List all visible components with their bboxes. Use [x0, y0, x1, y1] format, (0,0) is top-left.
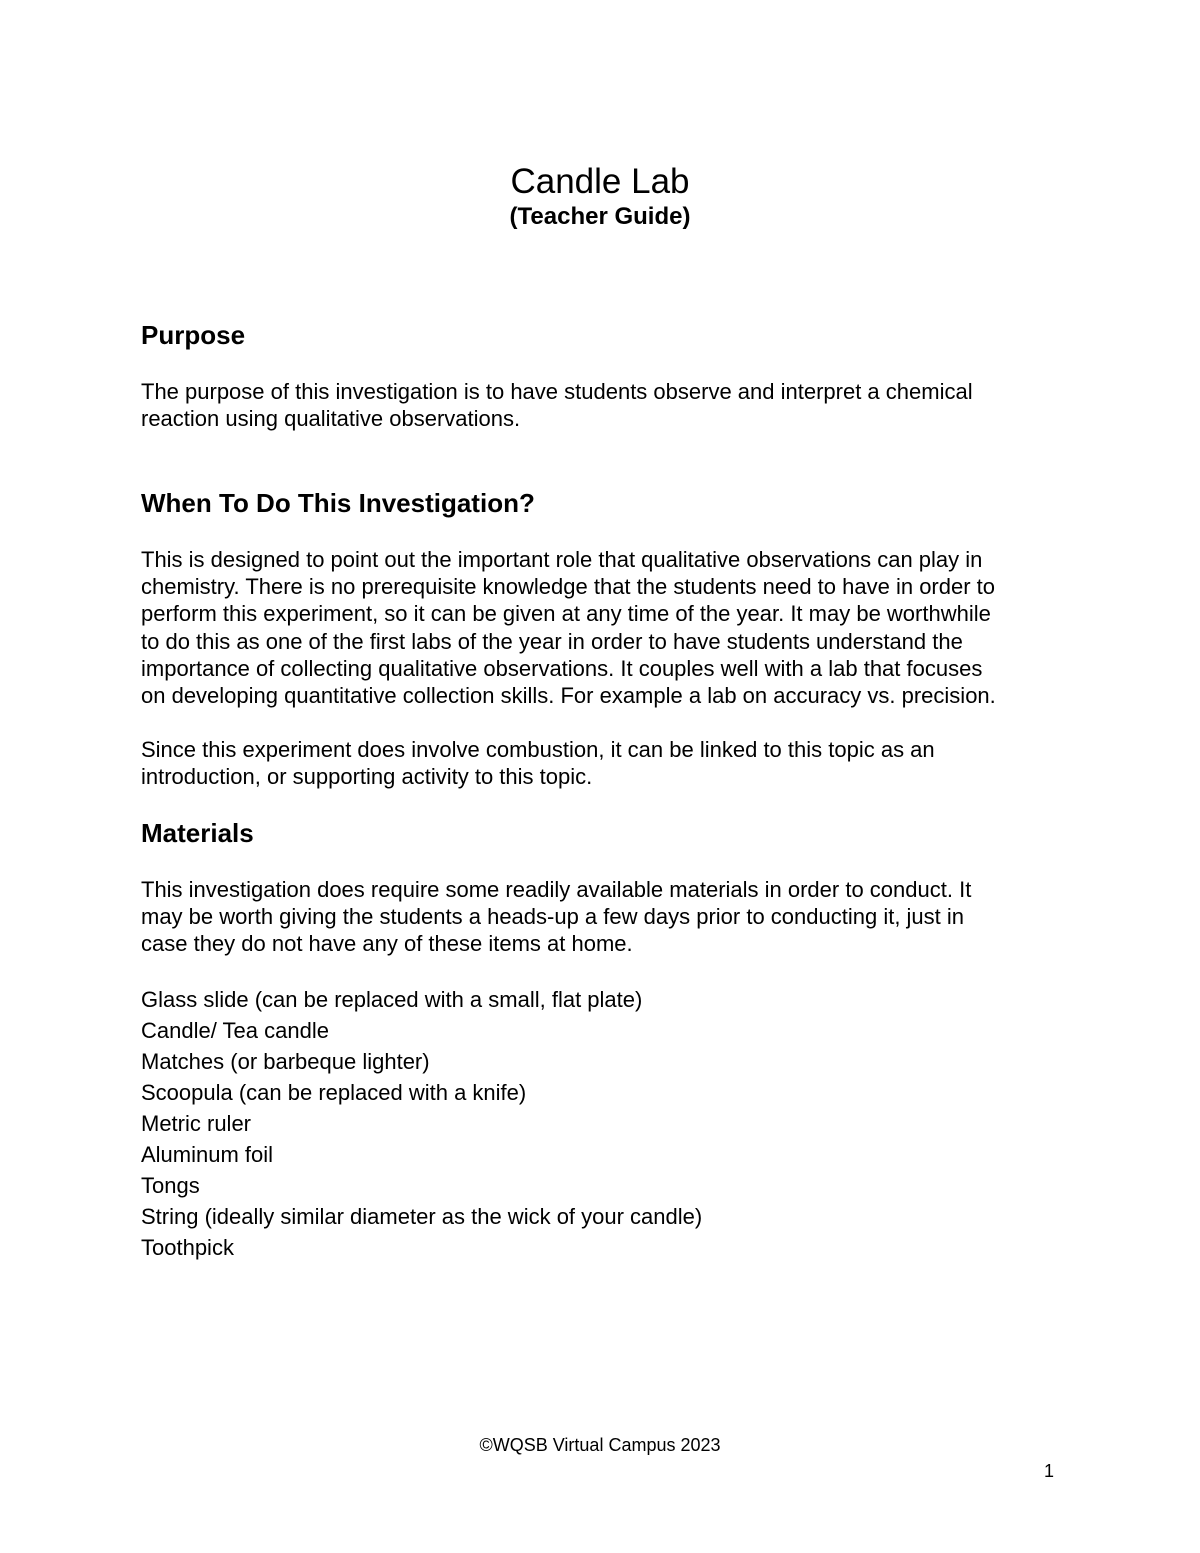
- paragraph-line: may be worth giving the students a heads-up a few days prior to conducting it, just in: [141, 904, 965, 930]
- when-heading: When To Do This Investigation?: [141, 488, 535, 518]
- paragraph-line: perform this experiment, so it can be given at any time of the year. It may be worthwhile: [141, 601, 991, 627]
- paragraph-line: This is designed to point out the important role that qualitative observations can play in: [141, 547, 983, 572]
- list-item: Aluminum foil: [141, 1142, 274, 1167]
- list-item: String (ideally similar diameter as the wick of your candle): [141, 1204, 703, 1229]
- list-item: Metric ruler: [141, 1111, 252, 1136]
- footer-copyright: ©WQSB Virtual Campus 2023: [479, 1435, 721, 1455]
- list-item: Matches (or barbeque lighter): [141, 1049, 430, 1074]
- paragraph-line: case they do not have any of these items at home.: [141, 931, 633, 957]
- page-title: Candle Lab: [510, 162, 690, 201]
- list-item: Scoopula (can be replaced with a knife): [141, 1080, 527, 1105]
- paragraph-line: importance of collecting qualitative observations. It couples well with a lab that focuses: [141, 655, 983, 681]
- materials-heading: Materials: [141, 818, 254, 848]
- list-item: Tongs: [141, 1173, 200, 1198]
- when-paragraph-1: [141, 546, 1071, 709]
- list-item: Candle/ Tea candle: [141, 1018, 329, 1043]
- paragraph-line: The purpose of this investigation is to have students observe and interpret a chemical: [141, 379, 973, 404]
- materials-list: [141, 984, 702, 1263]
- paragraph-line: on developing quantitative collection skills. For example a lab on accuracy vs. precision.: [141, 683, 996, 709]
- list-item: Glass slide (can be replaced with a small, flat plate): [141, 987, 643, 1012]
- materials-paragraph: [141, 876, 1071, 958]
- list-item: Toothpick: [141, 1235, 234, 1260]
- when-paragraph-2: [141, 736, 1071, 790]
- paragraph-line: introduction, or supporting activity to this topic.: [141, 764, 593, 790]
- page-subtitle: (Teacher Guide): [509, 203, 691, 230]
- paragraph-line: reaction using qualitative observations.: [141, 406, 521, 432]
- paragraph-line: Since this experiment does involve combustion, it can be linked to this topic as an: [141, 737, 935, 762]
- page-number: 1: [1044, 1461, 1055, 1481]
- purpose-paragraph: [141, 378, 1071, 432]
- paragraph-line: chemistry. There is no prerequisite knowledge that the students need to have in order to: [141, 574, 996, 600]
- paragraph-line: This investigation does require some readily available materials in order to conduct. It: [141, 877, 972, 902]
- purpose-heading: Purpose: [141, 320, 246, 350]
- paragraph-line: to do this as one of the first labs of the year in order to have students understand the: [141, 628, 963, 654]
